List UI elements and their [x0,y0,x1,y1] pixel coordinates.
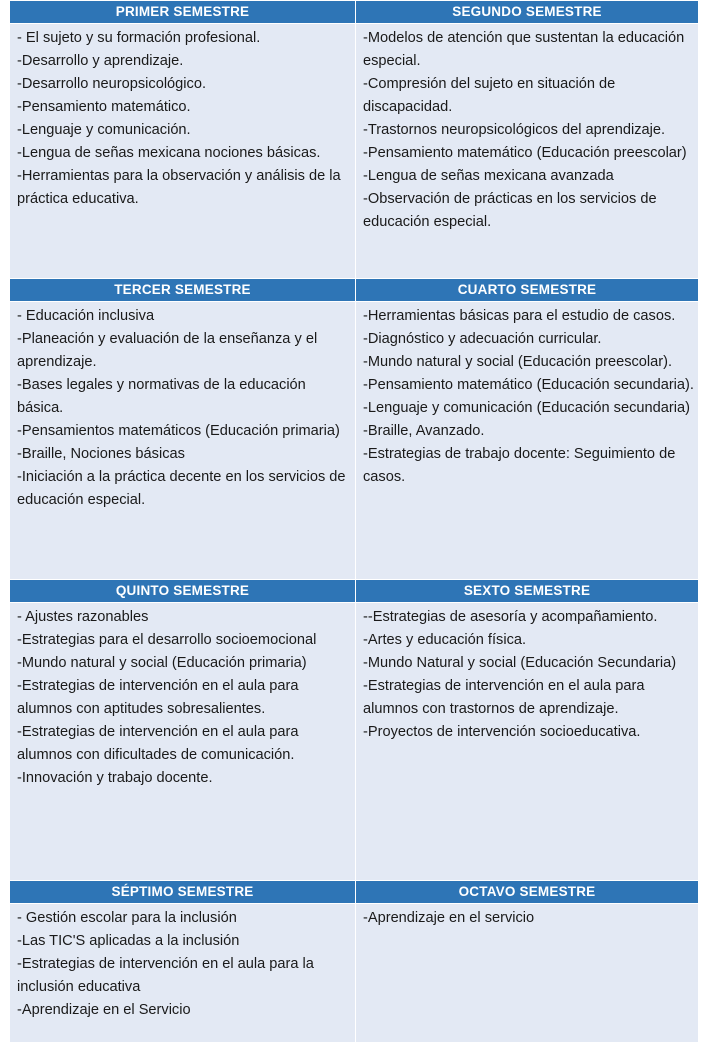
semester-cell-octavo [356,904,699,1043]
course-item: - Gestión escolar para la inclusión [17,910,237,926]
course-item: -Pensamiento matemático (Educación preescolar) [363,145,687,161]
course-item: -Herramientas para la observación y análisis de la práctica educativa. [17,168,341,207]
course-item: -Planeación y evaluación de la enseñanza y el aprendizaje. [17,331,318,370]
semester-header-row [10,1,699,24]
course-list [10,904,355,1022]
semester-cell-quinto [10,603,356,881]
semester-header-row [10,279,699,302]
course-item: -Herramientas básicas para el estudio de casos. [363,308,676,324]
course-list [356,603,698,744]
semester-content-row [10,603,699,881]
course-item: - El sujeto y su formación profesional. [17,30,261,46]
course-item: --Estrategias de asesoría y acompañamiento. [363,609,658,625]
semester-content-row [10,302,699,580]
semester-header-row [10,580,699,603]
course-item: -Proyectos de intervención socioeducativa. [363,724,641,740]
semester-title-cuarto: CUARTO SEMESTRE [356,279,699,302]
course-item: -Estrategias para el desarrollo socioemocional [17,632,317,648]
course-item: -Diagnóstico y adecuación curricular. [363,331,602,347]
semester-title-primer: PRIMER SEMESTRE [10,1,356,24]
course-item: -Compresión del sujeto en situación de discapacidad. [363,76,616,115]
course-item: -Modelos de atención que sustentan la educación especial. [363,30,685,69]
course-list [356,904,698,930]
course-item: - Ajustes razonables [17,609,149,625]
course-item: -Aprendizaje en el servicio [363,910,535,926]
course-list [356,24,698,234]
course-item: -Mundo Natural y social (Educación Secundaria) [363,655,677,671]
course-item: -Aprendizaje en el Servicio [17,1002,191,1018]
course-item: -Braille, Avanzado. [363,423,485,439]
semester-title-septimo: SÉPTIMO SEMESTRE [10,881,356,904]
course-item: -Lenguaje y comunicación (Educación secundaria) [363,400,690,416]
course-item: -Desarrollo neuropsicológico. [17,76,206,92]
course-item: -Desarrollo y aprendizaje. [17,53,184,69]
course-item: -Innovación y trabajo docente. [17,770,213,786]
semester-title-octavo: OCTAVO SEMESTRE [356,881,699,904]
course-item: -Iniciación a la práctica decente en los servicios de educación especial. [17,469,346,508]
curriculum-table [9,0,699,1043]
course-item: -Pensamiento matemático (Educación secundaria). [363,377,694,393]
course-list [356,302,698,489]
semester-title-segundo: SEGUNDO SEMESTRE [356,1,699,24]
course-item: -Lengua de señas mexicana avanzada [363,168,614,184]
course-item: -Braille, Nociones básicas [17,446,185,462]
semester-header-row [10,881,699,904]
course-item: -Artes y educación física. [363,632,527,648]
semester-title-quinto: QUINTO SEMESTRE [10,580,356,603]
semester-cell-tercer [10,302,356,580]
course-item: -Mundo natural y social (Educación primaria) [17,655,307,671]
course-list [10,603,355,790]
course-list [10,24,355,211]
curriculum-body [10,1,699,1043]
course-item: -Pensamiento matemático. [17,99,191,115]
course-item: -Pensamientos matemáticos (Educación primaria) [17,423,340,439]
semester-title-sexto: SEXTO SEMESTRE [356,580,699,603]
course-item: -Estrategias de intervención en el aula para alumnos con dificultades de comunicación. [17,724,299,763]
course-item: -Estrategias de intervención en el aula para alumnos con aptitudes sobresalientes. [17,678,299,717]
course-list [10,302,355,512]
course-item: -Trastornos neuropsicológicos del aprendizaje. [363,122,666,138]
course-item: -Mundo natural y social (Educación preescolar). [363,354,673,370]
course-item: -Observación de prácticas en los servicios de educación especial. [363,191,657,230]
semester-content-row [10,904,699,1043]
course-item: - Educación inclusiva [17,308,155,324]
course-item: -Bases legales y normativas de la educación básica. [17,377,306,416]
semester-content-row [10,24,699,279]
course-item: -Estrategias de trabajo docente: Seguimiento de casos. [363,446,676,485]
course-item: -Lengua de señas mexicana nociones básicas. [17,145,321,161]
semester-cell-primer [10,24,356,279]
course-item: -Las TIC'S aplicadas a la inclusión [17,933,240,949]
semester-cell-septimo [10,904,356,1043]
course-item: -Lenguaje y comunicación. [17,122,191,138]
course-item: -Estrategias de intervención en el aula para alumnos con trastornos de aprendizaje. [363,678,645,717]
semester-cell-cuarto [356,302,699,580]
semester-title-tercer: TERCER SEMESTRE [10,279,356,302]
course-item: -Estrategias de intervención en el aula para la inclusión educativa [17,956,314,995]
semester-cell-sexto [356,603,699,881]
semester-cell-segundo [356,24,699,279]
